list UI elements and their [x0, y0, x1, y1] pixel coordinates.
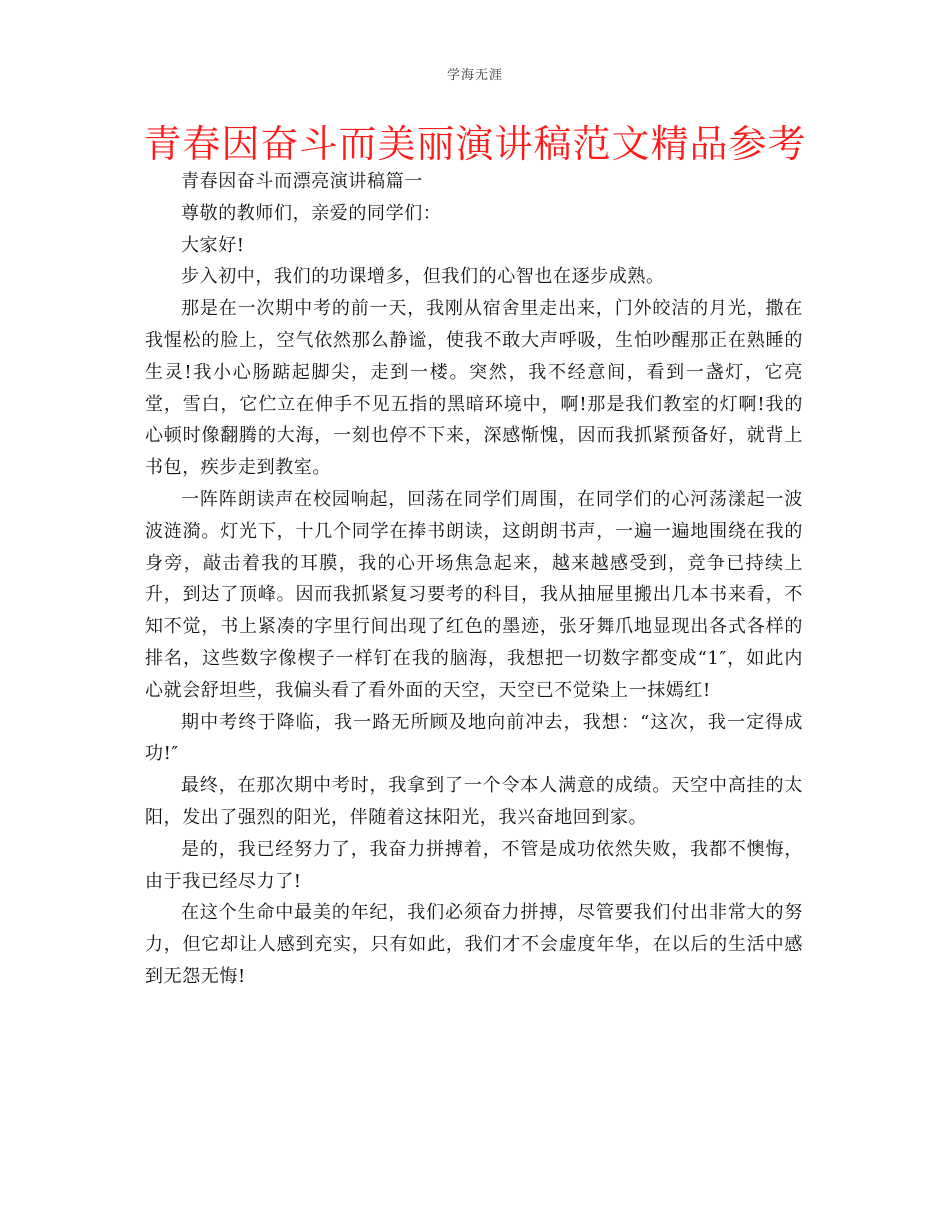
paragraph-subtitle: 青春因奋斗而漂亮演讲稿篇一: [181, 171, 423, 192]
paragraph: 步入初中，我们的功课增多，但我们的心智也在逐步成熟。: [181, 266, 665, 288]
page-header: 学海无涯: [446, 68, 503, 83]
document-title: 青春因奋斗而美丽演讲稿范文精品参考: [143, 122, 807, 166]
document-body: [145, 166, 803, 993]
paragraph-salutation: 尊敬的教师们，亲爱的同学们：: [181, 202, 442, 224]
paragraph: 是的，我已经努力了，我奋力拼搏着，不管是成功依然失败，我都不懊悔，由于我已经尽力了!: [145, 838, 803, 892]
paragraph: 期中考终于降临，我一路无所顾及地向前冲去，我想：“这次，我一定得成功!″: [145, 711, 803, 765]
paragraph-greeting: 大家好!: [181, 234, 245, 256]
paragraph: 那是在一次期中考的前一天，我刚从宿舍里走出来，门外皎洁的月光，撒在我惺松的脸上，空气依然那么静谧，使我不敢大声呼吸，生怕吵醒那正在熟睡的生灵!我小心肠踮起脚尖，走到一楼。突然，我不经意间，看到一盏灯，它亮堂，雪白，它伫立在伸手不见五指的黑暗环境中，啊!那是我们教室的灯啊!我的心顿时像翻腾的大海，一刻也停不下来，深感惭愧，因而我抓紧预备好，就背上书包，疾步走到教室。: [145, 298, 803, 479]
paragraph: 一阵阵朗读声在校园响起，回荡在同学们周围，在同学们的心河荡漾起一波波涟漪。灯光下，十几个同学在捧书朗读，这朗朗书声，一遍一遍地围绕在我的身旁，敲击着我的耳膜，我的心开场焦急起来，越来越感受到，竞争已持续上升，到达了顶峰。因而我抓紧复习要考的科目，我从抽屉里搬出几本书来看，不知不觉，书上紧凑的字里行间出现了红色的墨迹，张牙舞爪地显现出各式各样的排名，这些数字像楔子一样钉在我的脑海，我想把一切数字都变成“1″，如此内心就会舒坦些，我偏头看了看外面的天空，天空已不觉染上一抹嫣红!: [145, 488, 803, 701]
paragraph: 最终，在那次期中考时，我拿到了一个令本人满意的成绩。天空中高挂的太阳，发出了强烈的阳光，伴随着这抹阳光，我兴奋地回到家。: [145, 775, 803, 828]
paragraph: 在这个生命中最美的年纪，我们必须奋力拼搏，尽管要我们付出非常大的努力，但它却让人感到充实，只有如此，我们才不会虚度年华，在以后的生活中感到无怨无悔!: [145, 902, 803, 987]
